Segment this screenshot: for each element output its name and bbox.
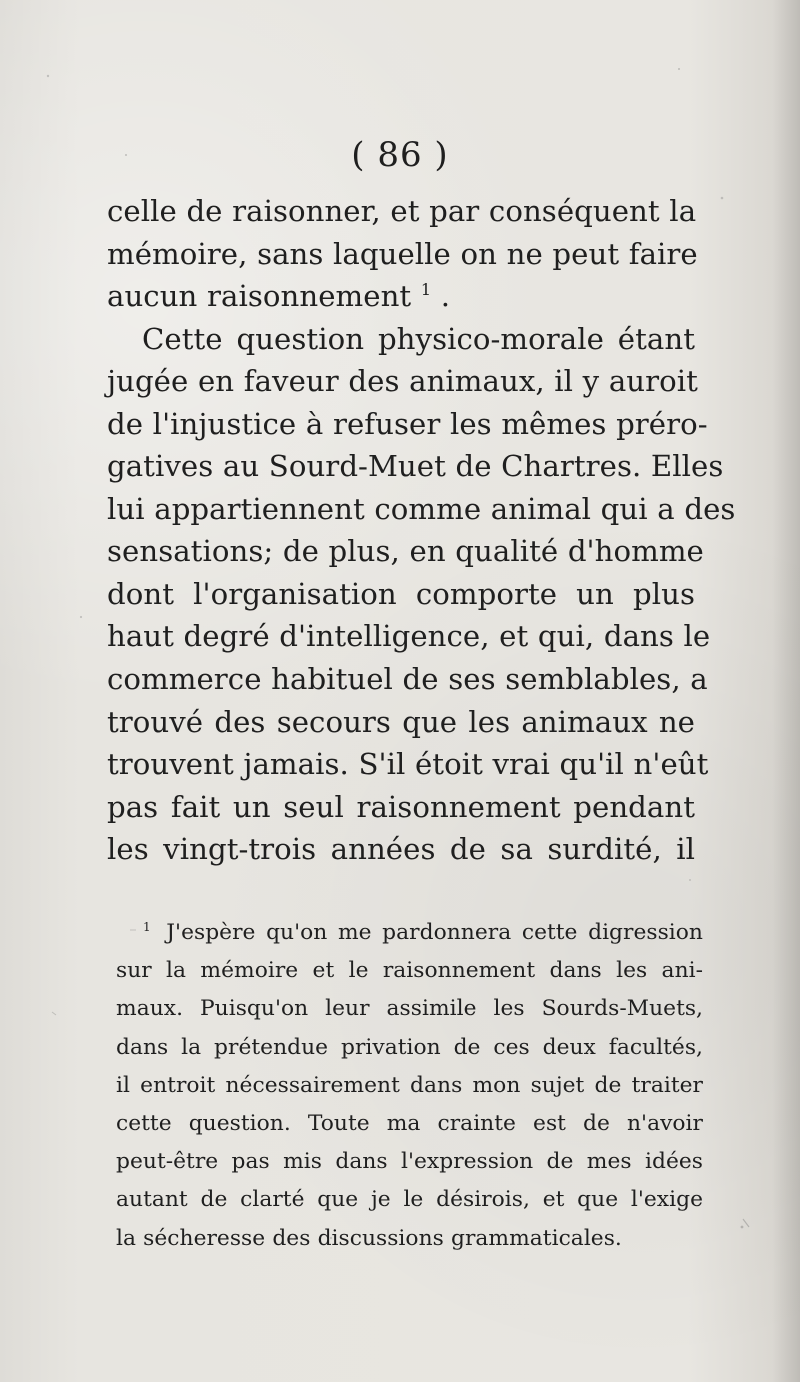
footnote-line: autant de clarté que je le désirois, et que l'exige bbox=[116, 1187, 703, 1213]
text-line: de l'injustice à refuser les mêmes préro- bbox=[107, 406, 708, 441]
footnote-line: dans la prétendue privation de ces deux facultés, bbox=[116, 1034, 703, 1060]
footnote-line-with-marker bbox=[116, 914, 703, 952]
footnote-line-content: J'espère qu'on me pardonnera cette digression bbox=[166, 920, 703, 945]
text-line-with-reference bbox=[107, 275, 695, 318]
page-edge-shadow bbox=[772, 0, 800, 1382]
text-line: lui appartiennent comme animal qui a des bbox=[107, 491, 736, 526]
text-line: haut degré d'intelligence, et qui, dans le bbox=[107, 619, 711, 654]
text-line: trouvent jamais. S'il étoit vrai qu'il n'eût bbox=[107, 747, 709, 782]
footnote-line: il entroit nécessairement dans mon sujet de traiter bbox=[116, 1072, 703, 1098]
text-line: sensations; de plus, en qualité d'homme bbox=[107, 534, 704, 569]
text-line: mémoire, sans laquelle on ne peut faire bbox=[107, 236, 698, 271]
text-line: dont l'organisation comporte un plus bbox=[107, 576, 695, 611]
text-line: commerce habituel de ses semblables, a bbox=[107, 662, 708, 697]
main-text-block bbox=[107, 190, 736, 871]
footnote-line: peut-être pas mis dans l'expression de mes idées bbox=[116, 1149, 703, 1175]
footnote-marker: 1 bbox=[143, 920, 151, 934]
footnote-line: maux. Puisqu'on leur assimile les Sourds-Muets, bbox=[116, 996, 703, 1022]
sentence-period: . bbox=[440, 279, 451, 314]
page-number: ( 86 ) bbox=[351, 135, 449, 175]
footnote-reference-marker: 1 bbox=[420, 280, 432, 300]
text-line: gatives au Sourd-Muet de Chartres. Elles bbox=[107, 449, 724, 484]
paragraph-start-line: Cette question physico-morale étant bbox=[142, 321, 695, 356]
text-line: celle de raisonner, et par conséquent la bbox=[107, 194, 697, 228]
text-line: jugée en faveur des animaux, il y auroit bbox=[107, 364, 698, 399]
footnote-line: la sécheresse des discussions grammaticales. bbox=[116, 1225, 622, 1251]
text-line: les vingt-trois années de sa surdité, il bbox=[107, 832, 695, 867]
footnote-line: sur la mémoire et le raisonnement dans les ani- bbox=[116, 958, 703, 984]
text-line: pas fait un seul raisonnement pendant bbox=[107, 789, 695, 824]
text-line: trouvé des secours que les animaux ne bbox=[107, 704, 695, 739]
footnote-block bbox=[116, 914, 703, 1258]
text-line-content: aucun raisonnement bbox=[107, 279, 412, 314]
footnote-line: cette question. Toute ma crainte est de n'avoir bbox=[116, 1110, 703, 1136]
